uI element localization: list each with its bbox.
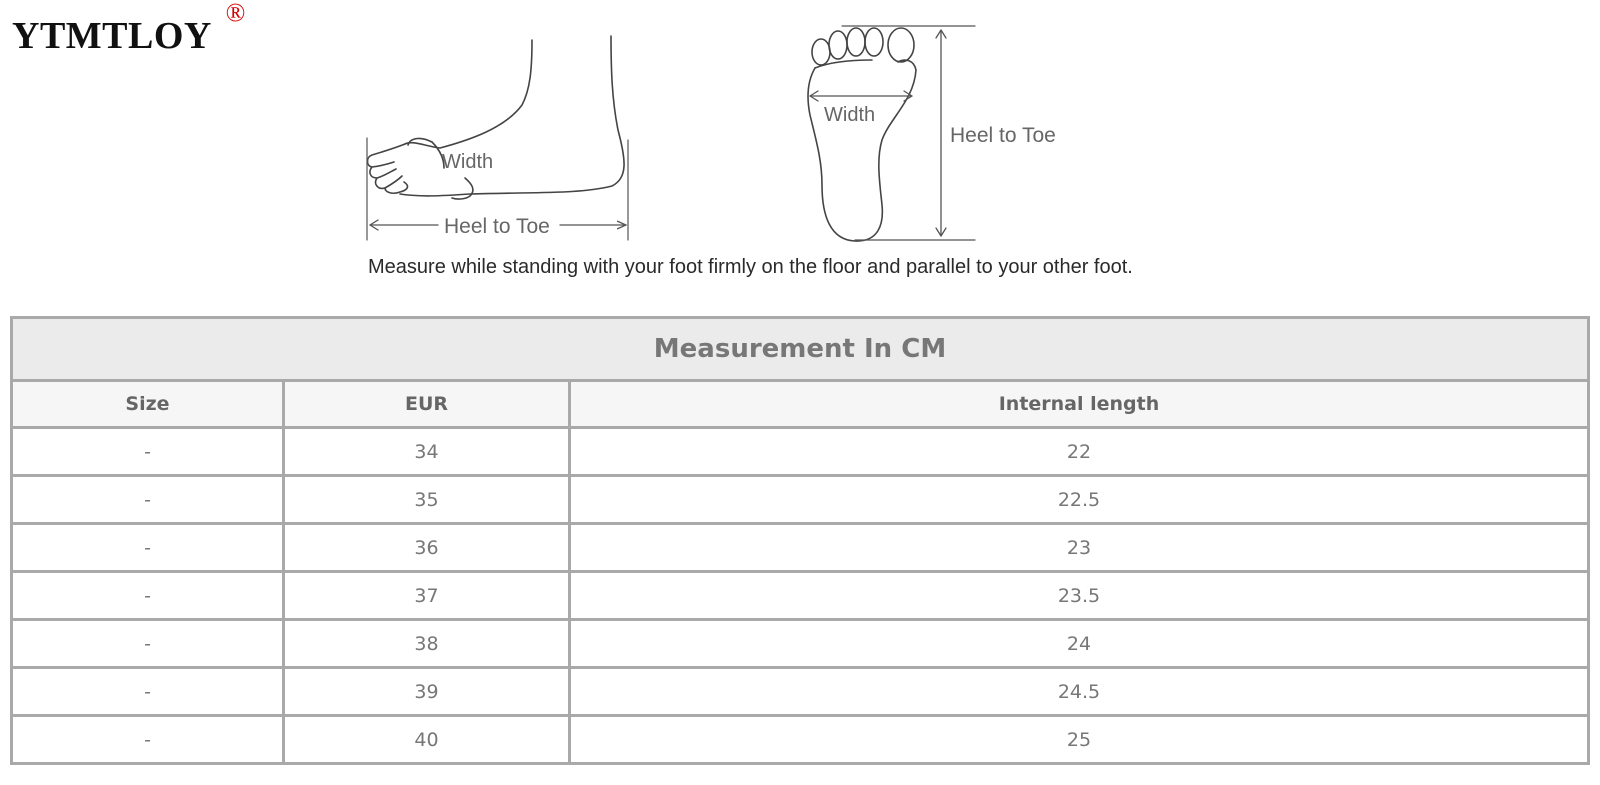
cell-internal-length: 25 [570, 716, 1589, 764]
side-length-label: Heel to Toe [444, 215, 550, 238]
header-size: Size [12, 381, 284, 428]
cell-internal-length: 22.5 [570, 476, 1589, 524]
table-row [12, 620, 1589, 668]
table-row [12, 476, 1589, 524]
cell-size: - [12, 716, 284, 764]
side-width-label: Width [442, 151, 494, 173]
table-row [12, 716, 1589, 764]
table-title: Measurement In CM [12, 318, 1589, 381]
cell-internal-length: 24.5 [570, 668, 1589, 716]
measurement-instruction: Measure while standing with your foot firmly on the floor and parallel to your other foot. [368, 256, 1133, 278]
brand-name: YTMTLOY [12, 15, 212, 57]
table-row [12, 428, 1589, 476]
table-row [12, 524, 1589, 572]
cell-eur: 36 [284, 524, 570, 572]
cell-size: - [12, 668, 284, 716]
size-chart-table [10, 316, 1590, 765]
cell-eur: 37 [284, 572, 570, 620]
cell-size: - [12, 476, 284, 524]
cell-internal-length: 24 [570, 620, 1589, 668]
cell-internal-length: 23 [570, 524, 1589, 572]
header-internal-length: Internal length [570, 381, 1589, 428]
table-row [12, 668, 1589, 716]
cell-eur: 40 [284, 716, 570, 764]
cell-internal-length: 22 [570, 428, 1589, 476]
registered-mark: ® [225, 0, 246, 27]
cell-size: - [12, 572, 284, 620]
side-view-foot [367, 36, 628, 240]
top-width-label: Width [824, 104, 876, 126]
table-title-row [12, 318, 1589, 381]
table-row [12, 572, 1589, 620]
header-eur: EUR [284, 381, 570, 428]
cell-eur: 34 [284, 428, 570, 476]
cell-internal-length: 23.5 [570, 572, 1589, 620]
cell-eur: 39 [284, 668, 570, 716]
cell-eur: 38 [284, 620, 570, 668]
table-header-row [12, 381, 1589, 428]
cell-eur: 35 [284, 476, 570, 524]
cell-size: - [12, 524, 284, 572]
cell-size: - [12, 620, 284, 668]
top-length-label: Heel to Toe [950, 124, 1056, 147]
cell-size: - [12, 428, 284, 476]
